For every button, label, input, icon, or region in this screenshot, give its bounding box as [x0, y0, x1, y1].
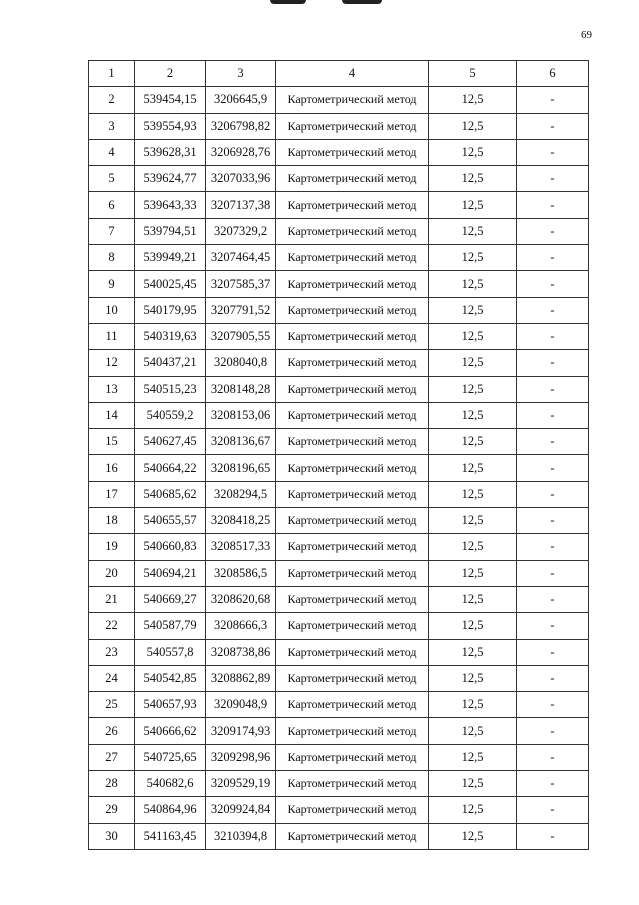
accuracy-cell: 12,5 — [429, 113, 517, 139]
y-coordinate-cell: 3207905,55 — [206, 323, 276, 349]
x-coordinate-cell: 540557,8 — [135, 639, 206, 665]
method-cell: Картометрический метод — [276, 665, 429, 691]
method-cell: Картометрический метод — [276, 481, 429, 507]
note-cell: - — [517, 245, 589, 271]
x-coordinate-cell: 539554,93 — [135, 113, 206, 139]
method-cell: Картометрический метод — [276, 113, 429, 139]
x-coordinate-cell: 540657,93 — [135, 692, 206, 718]
method-cell: Картометрический метод — [276, 823, 429, 849]
note-cell: - — [517, 113, 589, 139]
accuracy-cell: 12,5 — [429, 508, 517, 534]
accuracy-cell: 12,5 — [429, 271, 517, 297]
table-row — [89, 192, 589, 218]
y-coordinate-cell: 3206798,82 — [206, 113, 276, 139]
note-cell: - — [517, 665, 589, 691]
note-cell: - — [517, 402, 589, 428]
accuracy-cell: 12,5 — [429, 718, 517, 744]
point-number-cell: 26 — [89, 718, 135, 744]
table-row — [89, 166, 589, 192]
method-cell: Картометрический метод — [276, 586, 429, 612]
table-body — [89, 87, 589, 850]
method-cell: Картометрический метод — [276, 508, 429, 534]
y-coordinate-cell: 3207464,45 — [206, 245, 276, 271]
y-coordinate-cell: 3208294,5 — [206, 481, 276, 507]
table-row — [89, 665, 589, 691]
method-cell: Картометрический метод — [276, 87, 429, 113]
note-cell: - — [517, 297, 589, 323]
accuracy-cell: 12,5 — [429, 534, 517, 560]
y-coordinate-cell: 3208153,06 — [206, 402, 276, 428]
y-coordinate-cell: 3208862,89 — [206, 665, 276, 691]
column-header: 6 — [517, 61, 589, 87]
method-cell: Картометрический метод — [276, 218, 429, 244]
note-cell: - — [517, 376, 589, 402]
accuracy-cell: 12,5 — [429, 665, 517, 691]
method-cell: Картометрический метод — [276, 139, 429, 165]
x-coordinate-cell: 540179,95 — [135, 297, 206, 323]
table-row — [89, 823, 589, 849]
point-number-cell: 10 — [89, 297, 135, 323]
x-coordinate-cell: 540682,6 — [135, 771, 206, 797]
accuracy-cell: 12,5 — [429, 323, 517, 349]
table-row — [89, 218, 589, 244]
y-coordinate-cell: 3210394,8 — [206, 823, 276, 849]
scan-mark-left — [270, 0, 306, 4]
column-header: 1 — [89, 61, 135, 87]
x-coordinate-cell: 540655,57 — [135, 508, 206, 534]
point-number-cell: 15 — [89, 429, 135, 455]
column-header: 3 — [206, 61, 276, 87]
y-coordinate-cell: 3207791,52 — [206, 297, 276, 323]
point-number-cell: 17 — [89, 481, 135, 507]
table-row — [89, 481, 589, 507]
table-row — [89, 245, 589, 271]
y-coordinate-cell: 3208517,33 — [206, 534, 276, 560]
x-coordinate-cell: 540664,22 — [135, 455, 206, 481]
note-cell: - — [517, 823, 589, 849]
accuracy-cell: 12,5 — [429, 192, 517, 218]
x-coordinate-cell: 540694,21 — [135, 560, 206, 586]
point-number-cell: 19 — [89, 534, 135, 560]
method-cell: Картометрический метод — [276, 402, 429, 428]
point-number-cell: 21 — [89, 586, 135, 612]
y-coordinate-cell: 3208196,65 — [206, 455, 276, 481]
column-header: 5 — [429, 61, 517, 87]
table-row — [89, 113, 589, 139]
note-cell: - — [517, 744, 589, 770]
method-cell: Картометрический метод — [276, 429, 429, 455]
x-coordinate-cell: 540864,96 — [135, 797, 206, 823]
accuracy-cell: 12,5 — [429, 350, 517, 376]
y-coordinate-cell: 3208040,8 — [206, 350, 276, 376]
accuracy-cell: 12,5 — [429, 87, 517, 113]
note-cell: - — [517, 139, 589, 165]
point-number-cell: 8 — [89, 245, 135, 271]
note-cell: - — [517, 639, 589, 665]
table-row — [89, 613, 589, 639]
x-coordinate-cell: 540437,21 — [135, 350, 206, 376]
point-number-cell: 27 — [89, 744, 135, 770]
column-header: 2 — [135, 61, 206, 87]
point-number-cell: 16 — [89, 455, 135, 481]
point-number-cell: 25 — [89, 692, 135, 718]
x-coordinate-cell: 539628,31 — [135, 139, 206, 165]
x-coordinate-cell: 539794,51 — [135, 218, 206, 244]
note-cell: - — [517, 323, 589, 349]
y-coordinate-cell: 3209048,9 — [206, 692, 276, 718]
point-number-cell: 14 — [89, 402, 135, 428]
note-cell: - — [517, 586, 589, 612]
x-coordinate-cell: 540319,63 — [135, 323, 206, 349]
point-number-cell: 30 — [89, 823, 135, 849]
method-cell: Картометрический метод — [276, 613, 429, 639]
note-cell: - — [517, 429, 589, 455]
note-cell: - — [517, 218, 589, 244]
x-coordinate-cell: 540515,23 — [135, 376, 206, 402]
method-cell: Картометрический метод — [276, 192, 429, 218]
point-number-cell: 24 — [89, 665, 135, 691]
y-coordinate-cell: 3208148,28 — [206, 376, 276, 402]
y-coordinate-cell: 3208136,67 — [206, 429, 276, 455]
method-cell: Картометрический метод — [276, 376, 429, 402]
x-coordinate-cell: 540660,83 — [135, 534, 206, 560]
x-coordinate-cell: 540669,27 — [135, 586, 206, 612]
page-number: 69 — [581, 29, 592, 41]
note-cell: - — [517, 534, 589, 560]
y-coordinate-cell: 3209298,96 — [206, 744, 276, 770]
method-cell: Картометрический метод — [276, 271, 429, 297]
x-coordinate-cell: 540587,79 — [135, 613, 206, 639]
accuracy-cell: 12,5 — [429, 639, 517, 665]
note-cell: - — [517, 613, 589, 639]
note-cell: - — [517, 271, 589, 297]
y-coordinate-cell: 3209174,93 — [206, 718, 276, 744]
table-row — [89, 586, 589, 612]
column-header: 4 — [276, 61, 429, 87]
method-cell: Картометрический метод — [276, 692, 429, 718]
table-row — [89, 271, 589, 297]
x-coordinate-cell: 539624,77 — [135, 166, 206, 192]
y-coordinate-cell: 3209924,84 — [206, 797, 276, 823]
point-number-cell: 22 — [89, 613, 135, 639]
table-row — [89, 376, 589, 402]
table-row — [89, 402, 589, 428]
x-coordinate-cell: 540725,65 — [135, 744, 206, 770]
table-row — [89, 771, 589, 797]
accuracy-cell: 12,5 — [429, 245, 517, 271]
table-row — [89, 455, 589, 481]
method-cell: Картометрический метод — [276, 560, 429, 586]
x-coordinate-cell: 540559,2 — [135, 402, 206, 428]
accuracy-cell: 12,5 — [429, 139, 517, 165]
note-cell: - — [517, 718, 589, 744]
table-row — [89, 744, 589, 770]
point-number-cell: 18 — [89, 508, 135, 534]
accuracy-cell: 12,5 — [429, 376, 517, 402]
note-cell: - — [517, 87, 589, 113]
accuracy-cell: 12,5 — [429, 586, 517, 612]
note-cell: - — [517, 771, 589, 797]
y-coordinate-cell: 3207585,37 — [206, 271, 276, 297]
accuracy-cell: 12,5 — [429, 297, 517, 323]
accuracy-cell: 12,5 — [429, 771, 517, 797]
table-row — [89, 534, 589, 560]
table-row — [89, 297, 589, 323]
note-cell: - — [517, 192, 589, 218]
x-coordinate-cell: 539949,21 — [135, 245, 206, 271]
y-coordinate-cell: 3207137,38 — [206, 192, 276, 218]
x-coordinate-cell: 540025,45 — [135, 271, 206, 297]
method-cell: Картометрический метод — [276, 166, 429, 192]
table-row — [89, 560, 589, 586]
table-header-row — [89, 61, 589, 87]
table-row — [89, 323, 589, 349]
method-cell: Картометрический метод — [276, 350, 429, 376]
table-row — [89, 639, 589, 665]
point-number-cell: 9 — [89, 271, 135, 297]
point-number-cell: 6 — [89, 192, 135, 218]
x-coordinate-cell: 540685,62 — [135, 481, 206, 507]
x-coordinate-cell: 539643,33 — [135, 192, 206, 218]
table-row — [89, 350, 589, 376]
table-row — [89, 508, 589, 534]
accuracy-cell: 12,5 — [429, 744, 517, 770]
y-coordinate-cell: 3207033,96 — [206, 166, 276, 192]
point-number-cell: 7 — [89, 218, 135, 244]
scan-artifact — [270, 0, 400, 8]
x-coordinate-cell: 540666,62 — [135, 718, 206, 744]
method-cell: Картометрический метод — [276, 771, 429, 797]
note-cell: - — [517, 508, 589, 534]
point-number-cell: 2 — [89, 87, 135, 113]
x-coordinate-cell: 540627,45 — [135, 429, 206, 455]
note-cell: - — [517, 350, 589, 376]
accuracy-cell: 12,5 — [429, 402, 517, 428]
table-row — [89, 429, 589, 455]
point-number-cell: 4 — [89, 139, 135, 165]
method-cell: Картометрический метод — [276, 639, 429, 665]
table-row — [89, 797, 589, 823]
accuracy-cell: 12,5 — [429, 218, 517, 244]
point-number-cell: 29 — [89, 797, 135, 823]
y-coordinate-cell: 3208418,25 — [206, 508, 276, 534]
method-cell: Картометрический метод — [276, 744, 429, 770]
accuracy-cell: 12,5 — [429, 823, 517, 849]
scan-mark-right — [342, 0, 382, 4]
method-cell: Картометрический метод — [276, 797, 429, 823]
point-number-cell: 5 — [89, 166, 135, 192]
method-cell: Картометрический метод — [276, 245, 429, 271]
x-coordinate-cell: 540542,85 — [135, 665, 206, 691]
x-coordinate-cell: 539454,15 — [135, 87, 206, 113]
point-number-cell: 12 — [89, 350, 135, 376]
coordinates-table — [88, 60, 589, 850]
x-coordinate-cell: 541163,45 — [135, 823, 206, 849]
point-number-cell: 20 — [89, 560, 135, 586]
point-number-cell: 13 — [89, 376, 135, 402]
method-cell: Картометрический метод — [276, 718, 429, 744]
accuracy-cell: 12,5 — [429, 455, 517, 481]
y-coordinate-cell: 3206645,9 — [206, 87, 276, 113]
y-coordinate-cell: 3206928,76 — [206, 139, 276, 165]
note-cell: - — [517, 481, 589, 507]
accuracy-cell: 12,5 — [429, 797, 517, 823]
accuracy-cell: 12,5 — [429, 560, 517, 586]
note-cell: - — [517, 166, 589, 192]
note-cell: - — [517, 692, 589, 718]
y-coordinate-cell: 3208620,68 — [206, 586, 276, 612]
y-coordinate-cell: 3208738,86 — [206, 639, 276, 665]
note-cell: - — [517, 560, 589, 586]
accuracy-cell: 12,5 — [429, 613, 517, 639]
accuracy-cell: 12,5 — [429, 166, 517, 192]
y-coordinate-cell: 3208586,5 — [206, 560, 276, 586]
point-number-cell: 28 — [89, 771, 135, 797]
y-coordinate-cell: 3209529,19 — [206, 771, 276, 797]
point-number-cell: 11 — [89, 323, 135, 349]
accuracy-cell: 12,5 — [429, 481, 517, 507]
accuracy-cell: 12,5 — [429, 429, 517, 455]
table-row — [89, 692, 589, 718]
point-number-cell: 3 — [89, 113, 135, 139]
point-number-cell: 23 — [89, 639, 135, 665]
table-row — [89, 139, 589, 165]
accuracy-cell: 12,5 — [429, 692, 517, 718]
table-row — [89, 87, 589, 113]
method-cell: Картометрический метод — [276, 323, 429, 349]
method-cell: Картометрический метод — [276, 534, 429, 560]
note-cell: - — [517, 797, 589, 823]
method-cell: Картометрический метод — [276, 297, 429, 323]
y-coordinate-cell: 3208666,3 — [206, 613, 276, 639]
table-row — [89, 718, 589, 744]
method-cell: Картометрический метод — [276, 455, 429, 481]
note-cell: - — [517, 455, 589, 481]
y-coordinate-cell: 3207329,2 — [206, 218, 276, 244]
